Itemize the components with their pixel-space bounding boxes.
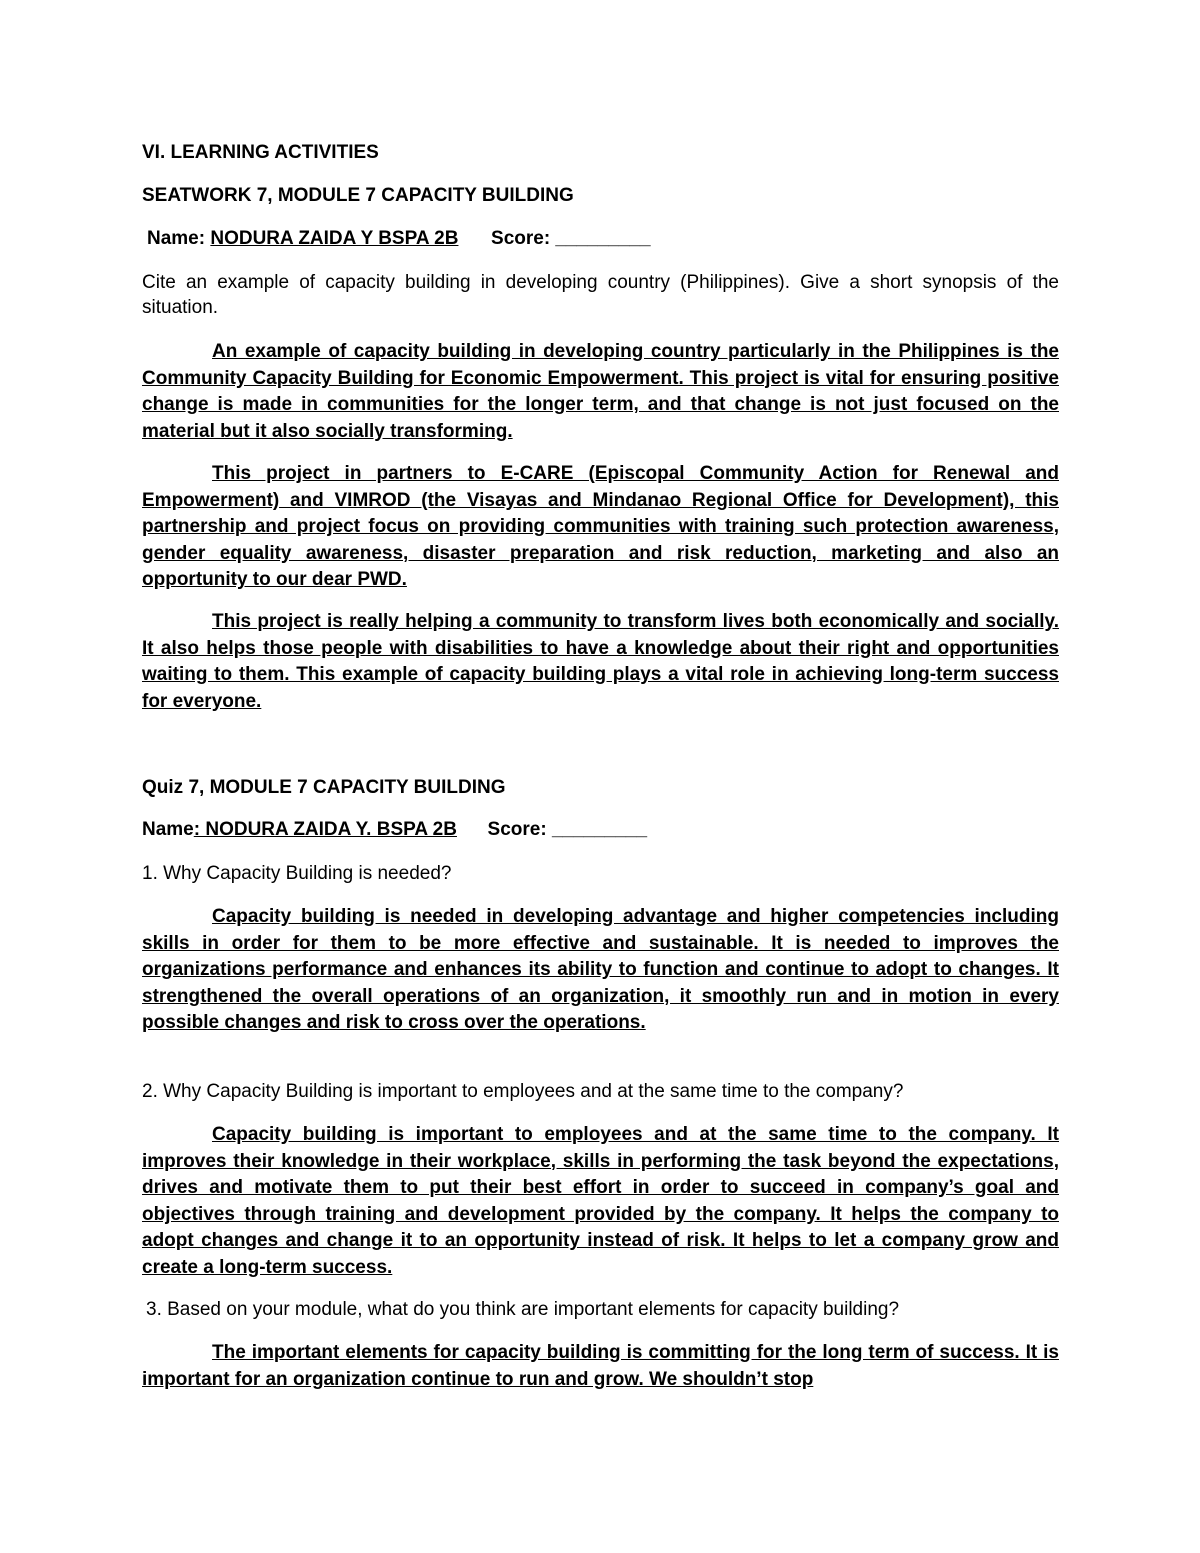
seatwork-score-label: Score: _________ — [491, 228, 651, 249]
quiz-question: 2. Why Capacity Building is important to employees and at the same time to the company? — [142, 1081, 904, 1102]
quiz-question: 3. Based on your module, what do you think are important elements for capacity building? — [146, 1299, 900, 1320]
seatwork-title: SEATWORK 7, MODULE 7 CAPACITY BUILDING — [142, 185, 574, 206]
quiz-title: Quiz 7, MODULE 7 CAPACITY BUILDING — [142, 777, 506, 798]
seatwork-name-value: NODURA ZAIDA Y BSPA 2B — [210, 228, 459, 249]
quiz-answer: Capacity building is important to employees and at the same time to the company. It improves their knowledge in their workplace, skills in performing the task beyond the expectations, drives and motivate them to put their best effort in order to succeed in company’s goal and objectives through training and development provided by the company. It helps the company to adopt changes and change it to an opportunity instead of risk. It helps to let a company grow and create a long-term success. — [142, 1124, 1059, 1278]
seatwork-name-line — [147, 227, 651, 251]
quiz-question: 1. Why Capacity Building is needed? — [142, 863, 452, 884]
seatwork-paragraph: This project is really helping a community to transform lives both economically and socially. It also helps those people with disabilities to have a knowledge about their right and opportunities waiting to them. This example of capacity building plays a vital role in achieving long-term success for everyone. — [142, 611, 1059, 712]
seatwork-question: Cite an example of capacity building in developing country (Philippines). Give a short synopsis of the situation. — [142, 272, 1059, 318]
quiz-name-value: : NODURA ZAIDA Y. BSPA 2B — [193, 819, 457, 840]
quiz-name-line — [142, 818, 647, 842]
seatwork-paragraph: An example of capacity building in developing country particularly in the Philippines is the Community Capacity Building for Economic Empowerment. This project is vital for ensuring positive change is made in communities for the longer term, and that change is not just focused on the material but it also socially transforming. — [142, 341, 1059, 442]
seatwork-name-label: Name: — [147, 228, 206, 249]
quiz-answer: Capacity building is needed in developing advantage and higher competencies including skills in order for them to be more effective and sustainable. It is needed to improves the organizations performance and enhances its ability to function and continue to adopt to changes. It strengthened the overall operations of an organization, it smoothly run and in motion in every possible changes and risk to cross over the operations. — [142, 906, 1059, 1034]
quiz-score-label: Score: _________ — [487, 819, 648, 840]
quiz-name-label: Name — [142, 819, 194, 840]
section-title: VI. LEARNING ACTIVITIES — [142, 142, 379, 163]
seatwork-paragraph: This project in partners to E-CARE (Episcopal Community Action for Renewal and Empowerment) and VIMROD (the Visayas and Mindanao Regional Office for Development), this partnership and project focus on providing communities with training such protection awareness, gender equality awareness, disaster preparation and risk reduction, marketing and also an opportunity to our dear PWD. — [142, 463, 1059, 591]
quiz-answer: The important elements for capacity building is committing for the long term of success. It is important for an organization continue to run and grow. We shouldn’t stop — [142, 1342, 1059, 1390]
